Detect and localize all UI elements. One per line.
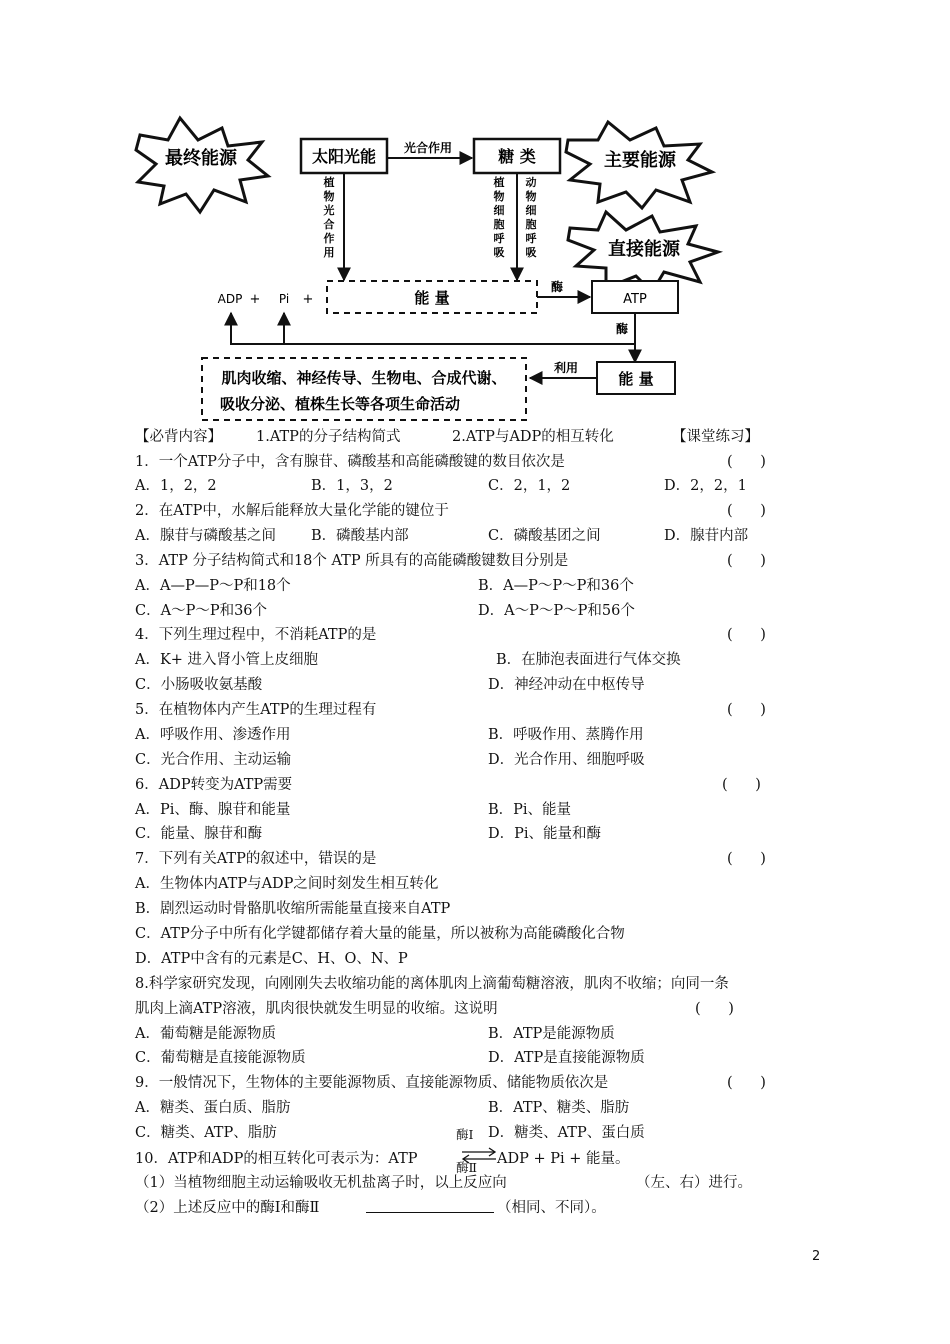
option-d: D．腺苷内部 bbox=[664, 528, 749, 544]
option-a: A．葡萄糖是能源物质 bbox=[135, 1026, 276, 1042]
final-energy-label: 最终能源 bbox=[165, 148, 237, 169]
option-a: A．糖类、蛋白质、脂肪 bbox=[135, 1100, 291, 1116]
option-b: B．1，3，2 bbox=[311, 478, 393, 494]
return-to-adp-line bbox=[231, 313, 635, 344]
activities-line-2: 吸收分泌、植株生长等各项生命活动 bbox=[219, 395, 461, 413]
plant-photo-label bbox=[324, 175, 335, 259]
option-b: B．在肺泡表面进行气体交换 bbox=[496, 652, 681, 668]
atp-box bbox=[592, 281, 678, 313]
option-d: D．ATP是直接能源物质 bbox=[488, 1050, 645, 1066]
svg-text:动: 动 bbox=[525, 176, 537, 189]
svg-text:呼: 呼 bbox=[493, 232, 505, 245]
option-c: C．光合作用、主动运输 bbox=[135, 752, 292, 768]
question-text: 肌肉上滴ATP溶液，肌肉很快就发生明显的收缩。这说明 bbox=[135, 1001, 498, 1017]
svg-text:用: 用 bbox=[323, 246, 335, 259]
enzyme-1-label: 酶Ⅰ bbox=[456, 1127, 474, 1142]
option-d: D．2，2，1 bbox=[664, 478, 747, 494]
enzyme-label-2: 酶 bbox=[615, 322, 629, 336]
energy-flow-diagram bbox=[0, 0, 950, 430]
svg-text:吸: 吸 bbox=[493, 246, 505, 259]
main-energy-burst bbox=[566, 122, 712, 208]
solar-energy-box bbox=[301, 139, 387, 173]
sugar-box bbox=[474, 139, 560, 173]
svg-text:物: 物 bbox=[323, 190, 335, 203]
option-b: B．ATP、糖类、脂肪 bbox=[488, 1100, 630, 1116]
option-d: D．神经冲动在中枢传导 bbox=[488, 677, 645, 693]
plus-sign-2: + bbox=[302, 292, 314, 307]
option-a: A．呼吸作用、渗透作用 bbox=[135, 727, 291, 743]
svg-text:胞: 胞 bbox=[525, 218, 537, 231]
svg-text:合: 合 bbox=[323, 218, 335, 231]
sugar-label: 糖 类 bbox=[498, 147, 536, 166]
answer-paren: ( ) bbox=[695, 1001, 734, 1017]
question-text: 5．在植物体内产生ATP的生理过程有 bbox=[135, 702, 377, 718]
must-item-2: 2.ATP与ADP的相互转化 bbox=[452, 429, 614, 445]
sub-question-text: （1）当植物细胞主动运输吸收无机盐离子时，以上反应向 bbox=[135, 1175, 507, 1191]
option-a: A．Pi、酶、腺苷和能量 bbox=[135, 802, 291, 818]
option-c: C．小肠吸收氨基酸 bbox=[135, 677, 263, 693]
svg-text:物: 物 bbox=[525, 190, 537, 203]
svg-text:吸: 吸 bbox=[525, 246, 537, 259]
practice-label: 【课堂练习】 bbox=[672, 429, 759, 445]
solar-label: 太阳光能 bbox=[311, 147, 377, 166]
answer-paren: ( ) bbox=[727, 702, 766, 718]
energy-dashed-box bbox=[327, 281, 537, 313]
must-item-1: 1.ATP的分子结构简式 bbox=[256, 429, 401, 445]
svg-text:物: 物 bbox=[493, 190, 505, 203]
photosynthesis-label: 光合作用 bbox=[403, 141, 453, 155]
question-text-tail: ADP + Pi + 能量。 bbox=[497, 1151, 630, 1167]
activities-box bbox=[202, 358, 526, 420]
option-b: B．磷酸基内部 bbox=[311, 528, 409, 544]
pi-label: Pi bbox=[278, 292, 290, 306]
answer-blank[interactable] bbox=[366, 1196, 494, 1213]
option-c: C．A～P～P和36个 bbox=[135, 603, 268, 619]
question-text: 2．在ATP中，水解后能释放大量化学能的键位于 bbox=[135, 503, 449, 519]
sub-question-tail: （相同、不同）。 bbox=[497, 1200, 606, 1216]
question-text: 10．ATP和ADP的相互转化可表示为：ATP bbox=[135, 1151, 418, 1167]
svg-text:植: 植 bbox=[323, 176, 335, 189]
answer-paren: ( ) bbox=[727, 851, 766, 867]
energy-label-2: 能 量 bbox=[618, 370, 654, 388]
question-text: 3．ATP 分子结构简式和18个 ATP 所具有的高能磷酸键数目分别是 bbox=[135, 553, 569, 569]
option-a: A．生物体内ATP与ADP之间时刻发生相互转化 bbox=[135, 876, 439, 892]
enzyme-label-1: 酶 bbox=[550, 280, 564, 294]
option-c: C．2，1，2 bbox=[488, 478, 571, 494]
main-energy-label: 主要能源 bbox=[604, 150, 676, 171]
adp-label: ADP bbox=[217, 292, 243, 306]
option-d: D．Pi、能量和酶 bbox=[488, 826, 602, 842]
plant-resp-label bbox=[494, 175, 506, 259]
plus-sign-1: + bbox=[249, 292, 261, 307]
final-energy-burst bbox=[136, 118, 268, 212]
enzyme-2-label: 酶Ⅱ bbox=[456, 1160, 477, 1175]
option-c: C．葡萄糖是直接能源物质 bbox=[135, 1050, 306, 1066]
question-text: 8.科学家研究发现，向刚刚失去收缩功能的离体肌肉上滴葡萄糖溶液，肌肉不收缩；向同一条 bbox=[135, 976, 729, 992]
option-b: B．呼吸作用、蒸腾作用 bbox=[488, 727, 644, 743]
option-d: D．A～P～P～P和56个 bbox=[478, 603, 635, 619]
option-b: B．剧烈运动时骨骼肌收缩所需能量直接来自ATP bbox=[135, 901, 451, 917]
option-c: C．糖类、ATP、脂肪 bbox=[135, 1125, 277, 1141]
use-label: 利用 bbox=[553, 361, 579, 375]
direct-energy-label: 直接能源 bbox=[608, 239, 680, 260]
question-text: 1．一个ATP分子中，含有腺苷、磷酸基和高能磷酸键的数目依次是 bbox=[135, 454, 565, 470]
question-text: 6．ADP转变为ATP需要 bbox=[135, 777, 293, 793]
svg-text:光: 光 bbox=[323, 204, 335, 217]
answer-paren: ( ) bbox=[727, 553, 766, 569]
svg-text:呼: 呼 bbox=[525, 232, 537, 245]
answer-paren: ( ) bbox=[727, 1075, 766, 1091]
atp-label: ATP bbox=[623, 292, 647, 307]
option-a: A．K+ 进入肾小管上皮细胞 bbox=[135, 652, 319, 668]
energy-label-1: 能 量 bbox=[414, 289, 450, 307]
svg-text:作: 作 bbox=[323, 232, 335, 245]
sub-question-text: （2）上述反应中的酶Ⅰ和酶Ⅱ bbox=[135, 1200, 320, 1216]
page-number: 2 bbox=[812, 1249, 821, 1264]
option-b: B．A—P～P～P和36个 bbox=[478, 578, 634, 594]
svg-text:胞: 胞 bbox=[493, 218, 505, 231]
option-a: A．腺苷与磷酸基之间 bbox=[135, 528, 276, 544]
option-b: B．Pi、能量 bbox=[488, 802, 572, 818]
svg-text:细: 细 bbox=[525, 204, 537, 217]
option-d: D．光合作用、细胞呼吸 bbox=[488, 752, 645, 768]
answer-paren: ( ) bbox=[722, 777, 761, 793]
energy-box-2 bbox=[597, 362, 675, 394]
svg-text:植: 植 bbox=[493, 176, 505, 189]
option-d: D．糖类、ATP、蛋白质 bbox=[488, 1125, 645, 1141]
question-text: 4．下列生理过程中，不消耗ATP的是 bbox=[135, 627, 377, 643]
question-10-part-2 bbox=[0, 1196, 950, 1292]
option-a: A．1，2，2 bbox=[135, 478, 217, 494]
option-b: B．ATP是能源物质 bbox=[488, 1026, 615, 1042]
activities-line-1: 肌肉收缩、神经传导、生物电、合成代谢、 bbox=[221, 369, 507, 387]
animal-resp-label bbox=[526, 175, 538, 259]
answer-paren: ( ) bbox=[727, 503, 766, 519]
option-c: C．能量、腺苷和酶 bbox=[135, 826, 263, 842]
answer-paren: ( ) bbox=[727, 454, 766, 470]
sub-question-tail: （左、右）进行。 bbox=[636, 1175, 752, 1191]
option-a: A．A—P—P～P和18个 bbox=[135, 578, 291, 594]
option-c: C．ATP分子中所有化学键都储存着大量的能量，所以被称为高能磷酸化合物 bbox=[135, 926, 625, 942]
svg-text:细: 细 bbox=[493, 204, 505, 217]
option-c: C．磷酸基团之间 bbox=[488, 528, 601, 544]
question-text: 9．一般情况下，生物体的主要能源物质、直接能源物质、储能物质依次是 bbox=[135, 1075, 609, 1091]
must-remember-label: 【必背内容】 bbox=[135, 429, 222, 445]
option-d: D．ATP中含有的元素是C、H、O、N、P bbox=[135, 951, 408, 967]
answer-paren: ( ) bbox=[727, 627, 766, 643]
question-text: 7．下列有关ATP的叙述中，错误的是 bbox=[135, 851, 377, 867]
